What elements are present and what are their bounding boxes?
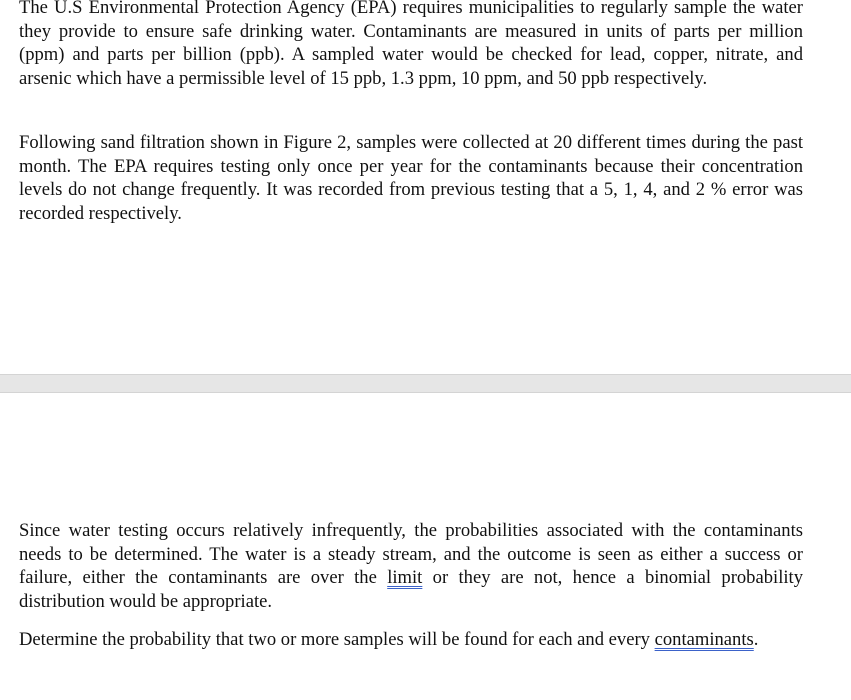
document-page-2[interactable]: [0, 393, 851, 700]
paragraph-sand-filtration: Following sand filtration shown in Figure 2, samples were collected at 20 different times during the past month. The EPA requires testing only once per year for the contaminants because their concentration levels do not change frequently. It was recorded from previous testing that a 5, 1, 4, and 2 % error was recorded respectively.: [19, 132, 803, 224]
paragraph-epa-requirements: The U.S Environmental Protection Agency (EPA) requires municipalities to regularly sample the water they provide to ensure safe drinking water. Contaminants are measured in units of parts per million (ppm) and parts per billion (ppb). A sampled water would be checked for lead, copper, nitrate, and arsenic which have a permissible level of 15 ppb, 1.3 ppm, 10 ppm, and 50 ppb respectively.: [19, 0, 803, 89]
paragraph-3-text-after: or they are not, hence a binomial probability distribution would be appropriate.: [19, 567, 803, 612]
paragraph-question: [19, 628, 803, 652]
grammar-flag-limit[interactable]: limit: [387, 567, 423, 589]
paragraph-binomial-distribution: [19, 519, 803, 613]
page-break-gap: [0, 374, 851, 393]
paragraph-3-text-before: Since water testing occurs relatively infrequently, the probabilities associated with the contaminants needs to be determined. The water is a steady stream, and the outcome is seen as either a success or failure, either the contaminants are over the: [19, 520, 803, 589]
paragraph-4-text-after: .: [753, 629, 759, 650]
paragraph-4-text-before: Determine the probability that two or more samples will be found for each and every: [19, 629, 655, 650]
grammar-flag-contaminants[interactable]: contaminants: [654, 629, 754, 650]
